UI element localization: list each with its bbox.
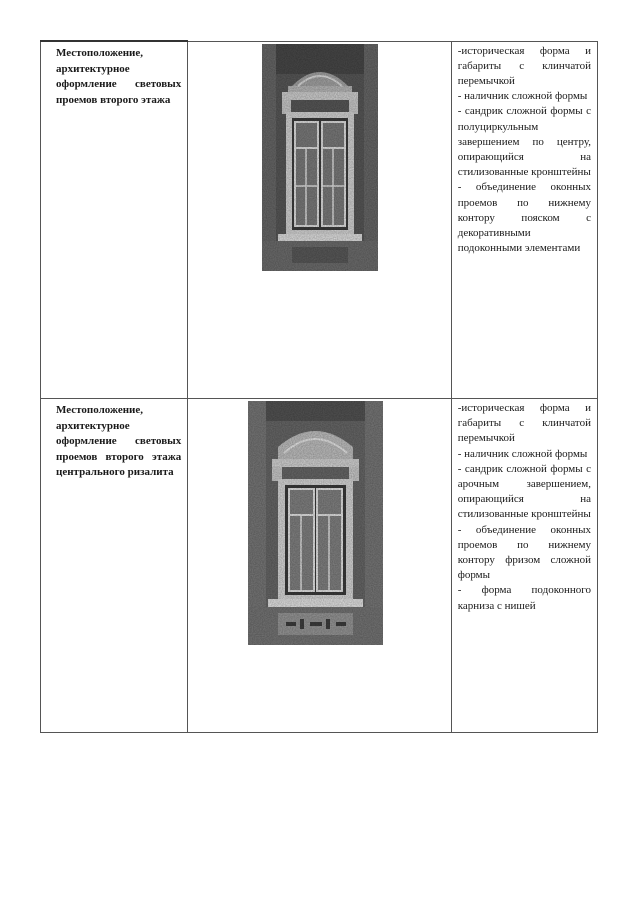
list-item: - наличник сложной формы <box>457 447 588 460</box>
table-row <box>41 399 598 733</box>
subject-text: Местоположение, архитектурное оформление световых проемов второго этажа <box>56 47 182 106</box>
window-description-table <box>40 40 598 733</box>
list-item: - объединение оконных проемов по нижнему контору фризом сложной формы <box>457 523 591 582</box>
subject-text: Местоположение, архитектурное оформление световых проемов второго этажа центрального ризалита <box>56 404 182 478</box>
subject-cell <box>41 399 188 733</box>
window-photo-icon <box>262 44 378 271</box>
features-cell <box>451 41 597 399</box>
list-item: - наличник сложной формы <box>457 90 588 103</box>
list-item: -историческая форма и габариты с клинчатой перемычкой <box>457 402 591 445</box>
list-item: -историческая форма и габариты с клинчатой перемычкой <box>457 44 591 87</box>
photo-cell <box>188 41 451 399</box>
subject-cell <box>41 41 188 399</box>
list-item: - форма подоконного карниза с нишей <box>457 584 591 612</box>
list-item: - объединение оконных проемов по нижнему контору пояском с декоративными подоконными элементами <box>457 181 591 255</box>
table-row <box>41 41 598 399</box>
window-photo-icon <box>248 401 383 645</box>
features-list <box>452 42 597 257</box>
list-item: - сандрик сложной формы с арочным завершением, опирающийся на стилизованные кронштейны <box>457 462 591 521</box>
features-list <box>452 399 597 614</box>
photo-cell <box>188 399 451 733</box>
features-cell <box>451 399 597 733</box>
list-item: - сандрик сложной формы с полуциркульным завершением по центру, опирающийся на стилизованные кронштейны <box>457 105 591 179</box>
